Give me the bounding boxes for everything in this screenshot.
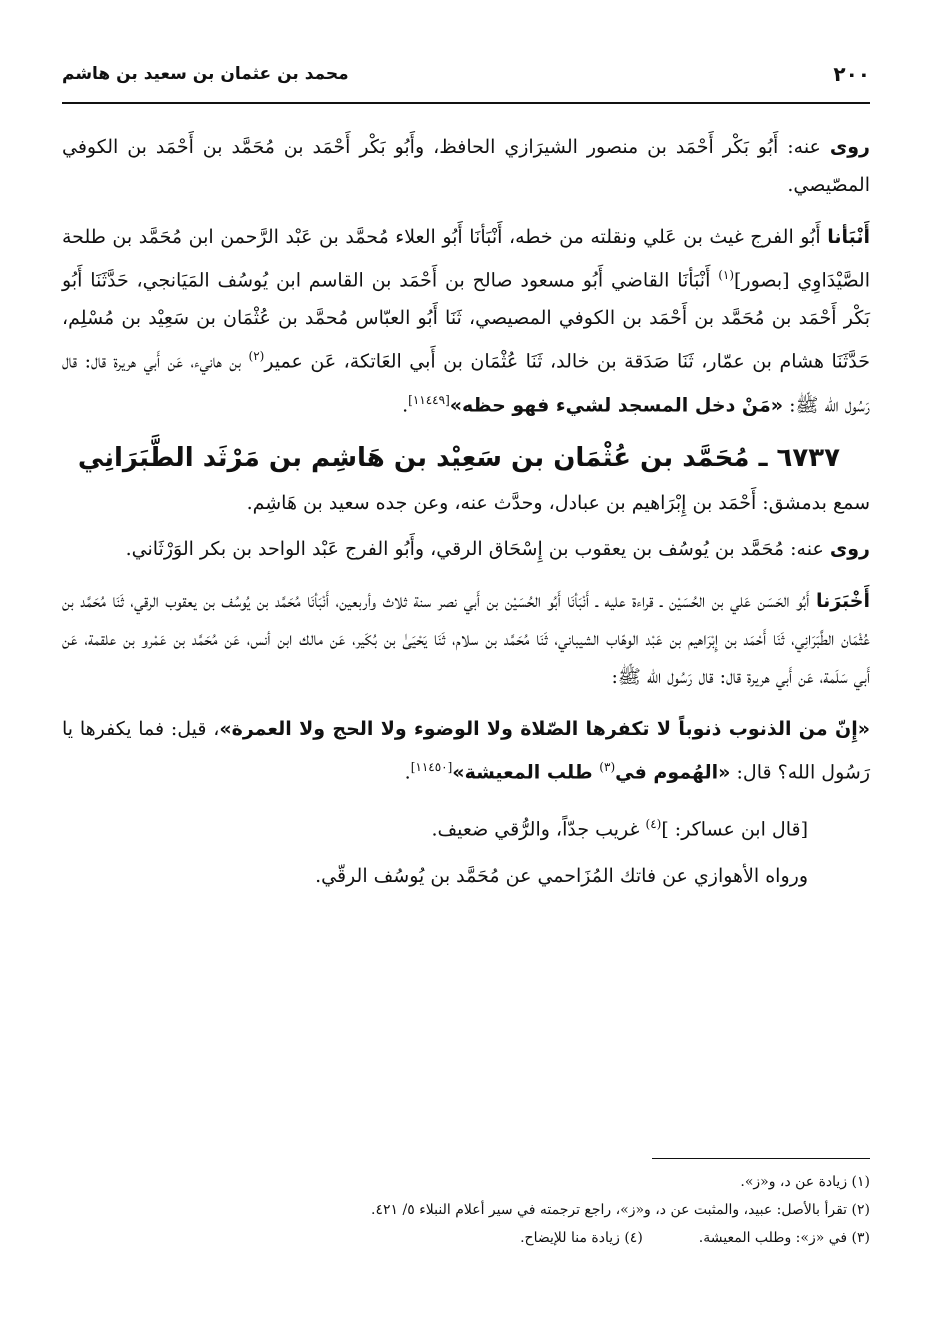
hadith-text: «الهُموم في <box>615 761 731 784</box>
paragraph-narrators-2 <box>62 530 870 568</box>
period: . <box>402 393 409 416</box>
keyword-akhbarana: أَخْبَرَنا <box>815 589 870 612</box>
hadith-text: «مَنْ دخل المسجد لشيء فهو حظه» <box>449 393 784 416</box>
footnote-ref-1: (١) <box>718 268 735 282</box>
paragraph-ahwazi: ورواه الأهوازي عن فاتك المُزَاحمي عن مُحَمَّد بن يُوسُف الرقّي. <box>315 864 808 887</box>
footnote-2: (٢) تقرأ بالأصل: عبيد، والمثبت عن د، و«ز»، راجع ترجمته في سير أعلام النبلاء ٥/ ٤٢١. <box>371 1202 870 1218</box>
footnote-1: (١) زيادة عن د، و«ز». <box>740 1174 870 1190</box>
page-number: ٢٠٠ <box>833 62 870 86</box>
footnote-ref-3: (٣) <box>599 759 616 774</box>
footnote-ref-4: (٤) <box>645 817 662 832</box>
paragraph-isnad-2 <box>62 582 870 696</box>
hadith-text: «إِنّ من الذنوب ذنوباً لا تكفرها الصّلاة ولا الوضوء ولا الحج ولا العمرة» <box>219 717 871 740</box>
footnote-ref-2: (٢) <box>248 349 265 364</box>
period: . <box>404 761 411 784</box>
paragraph-text: غريب جدّاً، والرُّقي ضعيف. <box>431 818 646 841</box>
paragraph-text: بن هانيء، عَن أَبي هريرة قال: قال رَسُول الله ﷺ: <box>62 350 870 416</box>
paragraph-text: أَنْبَأنَا القاضي أَبُو مسعود صالح بن أَحْمَد بن القاسم ابن يُوسُف المَيَانجي، حَدَّثَنَا أَبُو بَكْر أَحْمَد بن مُحَمَّد بن أَحْمَد بن الكوفي المصيصي، ثَنَا أَبُو العبّاس مُحمَّد بن عُثْمَان بن سَعِيْد بن مُسْلِم، حَدَّثَنَا هشام بن عمّار، ثَنَا صَدَقة بن خالد، ثَنَا عُثْمَان بن أَبي العَاتكة، عَن عمير <box>62 269 870 373</box>
paragraph-text: عنه: أَبُو بَكْر أَحْمَد بن منصور الشيرَازي الحافظ، وأَبُو بَكْر أَحْمَد بن مُحَمَّد بن أَحْمَد بن الكوفي المصّيصي. <box>62 136 870 196</box>
page-body <box>62 128 870 909</box>
footnote-3-4 <box>62 1224 870 1252</box>
paragraph-heard: سمع بدمشق: أَحْمَد بن إِبْرَاهيم بن عبادل، وحدَّث عنه، وعن جده سعيد بن هَاشِم. <box>246 491 870 514</box>
keyword-rawa: روى <box>829 537 870 560</box>
paragraph-hadith <box>62 710 870 791</box>
running-title: محمد بن عثمان بن سعيد بن هاشم <box>62 64 349 84</box>
paragraph-text: [قال ابن عساكر: ] <box>661 818 808 841</box>
footnote-3: (٣) في «ز»: وطلب المعيشة. <box>698 1230 870 1246</box>
footnotes <box>62 1168 870 1252</box>
paragraph-isnad-1 <box>62 218 870 424</box>
running-header <box>62 62 870 104</box>
paragraph-ibn-asakir <box>62 805 870 848</box>
paragraph-narrators <box>62 128 870 204</box>
footnote-separator <box>652 1158 870 1159</box>
hadith-number: [١١٤٥٠] <box>410 759 453 774</box>
paragraph-text: أَبُو الحَسَن عَلي بن الحُسَيْن ـ قراءة عليه ـ أَنْبَأنَا أَبُو الحُسَيْن بن أَبي نصر سنة ثلاث وأربعين، أَنْبَأنَا مُحَمَّد بن يُوسُف بن يعقوب الرقي، ثَنَا مُحَمَّد بن عُثْمَان الطَّبَرَانِي، ثَنَا أَحْمَد بن إِبْرَاهيم بن عَبْد الوهّاب الشيباني، ثَنَا مُحَمَّد بن سلام، ثَنَا يَحْيَىٰ بن بُكَير، عَن مالك ابن أنس، عَن مُحَمَّد بن عَمْرو بن علقمة، عَن أَبي سَلَمة، عَن أَبي هريرة قال: قال رَسُول الله ﷺ: <box>62 589 870 688</box>
footnote-4: (٤) زيادة منا للإيضاح. <box>520 1230 643 1246</box>
entry-heading: ٦٧٣٧ ـ مُحَمَّد بن عُثْمَان بن سَعِيْد بن هَاشِم بن مَرْثَد الطَّبَرَانِي <box>77 442 840 473</box>
keyword-rawa: روى <box>829 136 870 158</box>
paragraph-text: أَبُو الفرج غيث بن عَلي ونقلته من خطه، أَنْبَأنَا أَبُو العلاء مُحمَّد بن عَبْد الرَّحمن ابن مُحَمَّد بن طلحة الصَّيْدَاوِي [بصور] <box>62 226 870 292</box>
hadith-text: طلب المعيشة» <box>452 761 600 784</box>
paragraph-text: ، قيل: فما يكفرها يا رَسُول الله؟ قال: <box>62 717 870 784</box>
paragraph-text: عنه: مُحَمَّد بن يُوسُف بن يعقوب بن إِسْحَاق الرقي، وأَبُو الفرج عَبْد الواحد بن بكر الوَرْثَاني. <box>125 537 830 560</box>
keyword-anbana: أَنْبَأنا <box>827 226 870 248</box>
hadith-number: [١١٤٤٩] <box>408 392 450 407</box>
